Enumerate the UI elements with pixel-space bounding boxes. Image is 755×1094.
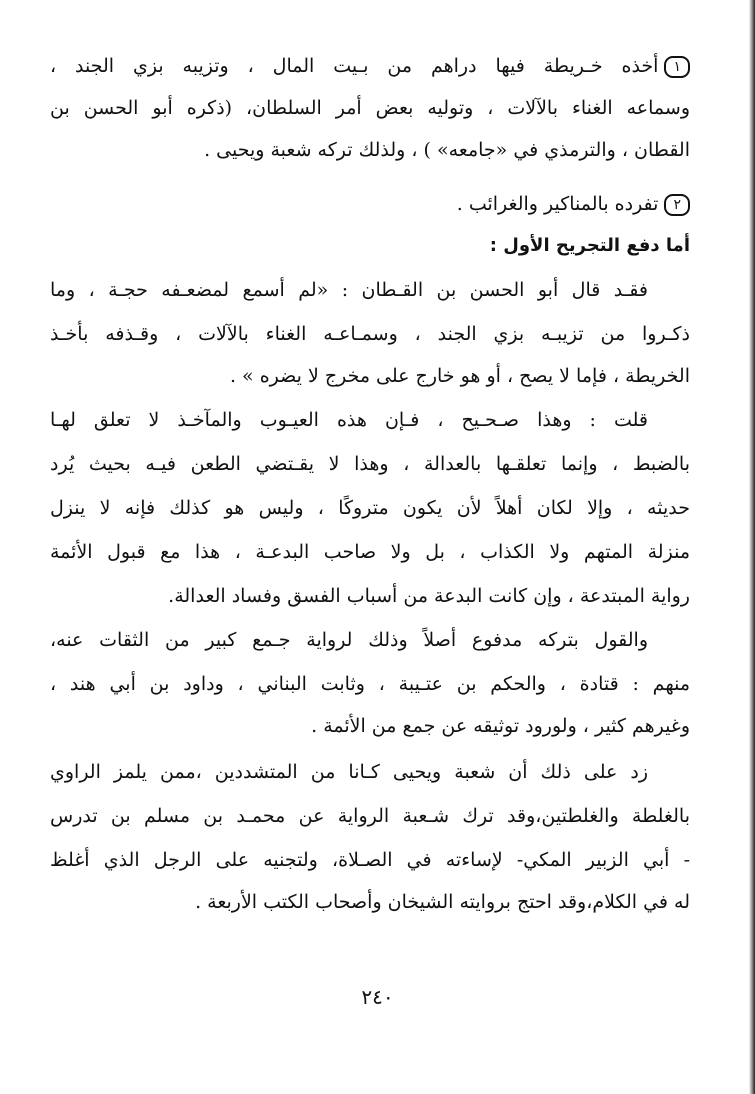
- paragraph-4-text-1: زد على ذلك أن شعبة ويحيى كـانا من المتشددين ،ممن يلمز الراوي: [50, 761, 648, 783]
- paragraph-3-text-3: وغيرهم كثير ، ولورود توثيقه عن جمع من الأئمة .: [311, 715, 690, 737]
- paragraph-2-text-5: رواية المبتدعة ، وإن كانت البدعة من أسباب الفسق وفساد العدالة.: [168, 585, 690, 607]
- paragraph-2-text-1: قلت : وهذا صـحـيح ، فـإن هذه العيـوب والمآخـذ لا تعلق لهـا: [50, 409, 648, 431]
- paragraph-2-line-5: [50, 576, 690, 616]
- footnote-2-marker: ٢: [664, 194, 690, 216]
- paragraph-3-line-3: [50, 706, 690, 746]
- paragraph-3-line-2: [50, 664, 690, 704]
- footnote-1-text-3: القطان ، والترمذي في «جامعه» ) ، ولذلك تركه شعبة ويحيى .: [204, 139, 690, 161]
- paragraph-1-line-2: [50, 314, 690, 354]
- footnote-2-line: [50, 184, 690, 224]
- page-number: ٢٤٠: [361, 985, 394, 1009]
- section-heading-text: أما دفع التجريح الأول :: [489, 235, 690, 256]
- page-edge-shadow: [749, 0, 755, 1094]
- paragraph-2-text-2: بالضبط ، وإنما تعلقـها بالعدالة ، وهذا لا يقـتضي الطعن فيـه بحيث يُرد: [50, 453, 690, 475]
- paragraph-2-line-2: [50, 444, 690, 484]
- footnote-2-text: تفرده بالمناكير والغرائب .: [456, 193, 659, 215]
- paragraph-1-text-2: ذكـروا من تزيبـه بزي الجند ، وسمـاعـه الغناء بالآلات ، وقـذفه بأخـذ: [50, 323, 690, 345]
- paragraph-4-text-2: بالغلطة والغلطتين،وقد ترك شـعبة الرواية عن محمـد بن مسلم بن تدرس: [50, 805, 690, 827]
- paragraph-4-line-2: [50, 796, 690, 836]
- paragraph-4-line-3: [50, 840, 690, 880]
- section-heading: [50, 226, 690, 266]
- paragraph-3-line-1: [50, 620, 690, 660]
- paragraph-2-text-4: منزلة المتهم ولا الكذاب ، بل ولا صاحب البدعـة ، هذا مع قبول الأئمة: [50, 541, 690, 563]
- footnote-1-line-2: [50, 88, 690, 128]
- paragraph-4-text-3: - أبي الزبير المكي- لإساءته في الصـلاة، ولتجنيه على الرجل الذي أغلظ: [50, 849, 690, 871]
- footnote-1-marker: ١: [664, 56, 690, 78]
- footnote-1-text-2: وسماعه الغناء بالآلات ، وتوليه بعض أمر السلطان، (ذكره أبو الحسن بن: [50, 97, 690, 119]
- paragraph-4-line-1: [50, 752, 690, 792]
- paragraph-2-line-3: [50, 488, 690, 528]
- paragraph-1-line-1: [50, 270, 690, 310]
- paragraph-1-line-3: [50, 356, 690, 396]
- paragraph-1-text-3: الخريطة ، فإما لا يصح ، أو هو خارج على مخرج لا يضره » .: [229, 365, 690, 387]
- paragraph-4-line-4: [50, 882, 690, 922]
- paragraph-2-line-1: [50, 400, 690, 440]
- footnote-1-text-1: أخذه خـريطة فيها دراهم من بـيت المال ، وتزيبه بزي الجند ،: [50, 55, 659, 77]
- footnote-1-line-3: [50, 130, 690, 170]
- paragraph-1-text-1: فقـد قال أبو الحسن بن القـطان : «لم أسمع لمضعـفه حجـة ، وما: [50, 279, 648, 301]
- paragraph-3-text-2: منهم : قتادة ، والحكم بن عتـيبة ، وثابت البناني ، وداود بن أبي هند ،: [50, 673, 690, 695]
- paragraph-4-text-4: له في الكلام،وقد احتج بروايته الشيخان وأصحاب الكتب الأربعة .: [195, 891, 690, 913]
- footnote-1-line-1: [50, 46, 690, 86]
- paragraph-3-text-1: والقول بتركه مدفوع أصلاً وذلك لرواية جـمع كبير من الثقات عنه،: [50, 629, 648, 651]
- paragraph-2-text-3: حديثه ، وإلا لكان أهلاً لأن يكون متروكًا ، وليس هو كذلك فإنه لا ينزل: [50, 497, 690, 519]
- paragraph-2-line-4: [50, 532, 690, 572]
